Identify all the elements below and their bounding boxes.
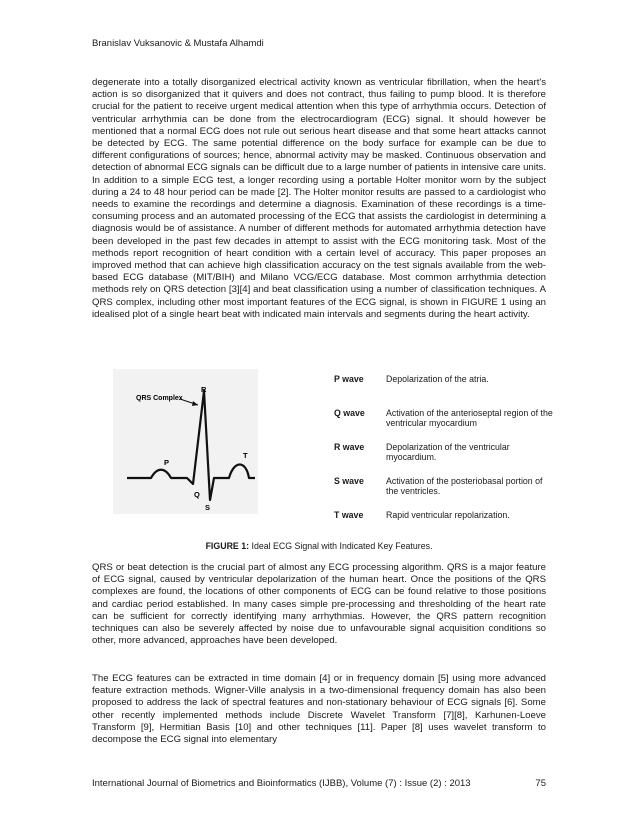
figure-caption bbox=[0, 541, 638, 551]
ecg-figure-image bbox=[113, 369, 258, 514]
label-q: Q bbox=[194, 490, 200, 499]
table-row bbox=[334, 442, 554, 476]
wave-term: S wave bbox=[334, 476, 364, 486]
table-row bbox=[334, 476, 554, 510]
label-p: P bbox=[164, 458, 170, 467]
wave-term: P wave bbox=[334, 374, 364, 384]
wave-term: T wave bbox=[334, 510, 364, 520]
table-row bbox=[334, 510, 554, 544]
label-qrs-complex: QRS Complex bbox=[136, 395, 183, 402]
running-header: Branislav Vuksanovic & Mustafa Alhamdi bbox=[92, 38, 264, 49]
label-r: R bbox=[201, 385, 207, 394]
ecg-waveform-line bbox=[127, 391, 255, 500]
wave-description: Depolarization of the atria. bbox=[386, 374, 489, 384]
ecg-waveform-diagram bbox=[113, 369, 258, 514]
page-footer bbox=[92, 778, 546, 789]
body-paragraph-1: degenerate into a totally disorganized electrical activity known as ventricular fibrillation, when the heart's action is so disorganized that it quivers and does not contract, thus failing to pump blood. It is therefore crucial for the patient to receive urgent medical attention when this type of arrhythmia occurs. Detection of ventricular arrhythmia can be done from the electrocardiogram (ECG) signal. It should however be mentioned that a normal ECG does not rule out serious heart disease and that some heart attacks cannot be detected by ECG. The same potential difference on the body surface for example can be due to different configurations of sources; hence, abnormal activity may be masked. Continuous observation and detection of abnormal ECG signals can be difficult due to a large number of patients in intensive care units. In addition to a simple ECG test, a longer recording using a portable Holter monitor worn by the subject during a 24 to 48 hour period can be made [2]. The Holter monitor results are passed to a cardiologist who needs to examine the recordings and determine a diagnosis. Examination of these recordings is a time-consuming process and an automated processing of the ECG that assists the cardiologist in determining a diagnosis would be of assistance. A number of different methods for automated arrhythmia detection have been developed in the past few decades in attempt to assist with the ECG monitoring task. Most of the methods report recognition of heart condition with a certain level of accuracy. This paper proposes an improved method that can achieve high classification accuracy on the test signals available from the web-based ECG database (MIT/BIH) and Milano VCG/ECG database. Most common arrhythmia detection methods rely on QRS detection [3][4] and beat classification using a number of classification techniques. A QRS complex, including other most important features of the ECG signal, is shown in FIGURE 1 using an idealised plot of a single heart beat with indicated main intervals and segments during the heart activity. bbox=[92, 77, 546, 320]
ecg-feature-table bbox=[334, 374, 554, 544]
qrs-pointer-arrowhead bbox=[192, 401, 198, 406]
wave-term: Q wave bbox=[334, 408, 365, 418]
table-row bbox=[334, 374, 554, 408]
figure-caption-text: Ideal ECG Signal with Indicated Key Features. bbox=[249, 541, 433, 551]
wave-description: Activation of the posteriobasal portion of the ventricles. bbox=[386, 476, 543, 496]
wave-term: R wave bbox=[334, 442, 365, 452]
label-t: T bbox=[243, 451, 248, 460]
page-number: 75 bbox=[535, 778, 546, 789]
body-paragraph-2: QRS or beat detection is the crucial part of almost any ECG processing algorithm. QRS is a major feature of ECG signal, caused by ventricular depolarization of the human heart. Once the positions of the QRS complexes are found, the locations of other components of ECG can be found relative to those positions and cardiac period established. In many cases simple pre-processing and thresholding of the heart rate can be sufficient for correctly identifying many arrhythmias. However, the QRS pattern recognition techniques can also be severely affected by noise due to unfavourable signal acquisition conditions so other, more advanced, approaches have been developed. bbox=[92, 562, 546, 647]
figure-caption-label: FIGURE 1: bbox=[205, 541, 250, 551]
wave-description: Rapid ventricular repolarization. bbox=[386, 510, 510, 520]
wave-description: Activation of the anterioseptal region of the ventricular myocardium bbox=[386, 408, 553, 428]
wave-description: Depolarization of the ventricular myocardium. bbox=[386, 442, 510, 462]
journal-citation: International Journal of Biometrics and Bioinformatics (IJBB), Volume (7) : Issue (2) : 2013 bbox=[92, 778, 471, 789]
body-paragraph-3: The ECG features can be extracted in time domain [4] or in frequency domain [5] using more advanced feature extraction methods. Wigner-Ville analysis in a two-dimensional frequency domain has also been proposed to address the lack of spectral features and non-stationary behaviour of ECG signals [6]. Some other recently implemented methods include Discrete Wavelet Transform [7][8], Karhunen-Loeve Transform [9], Hermitian Basis [10] and other techniques [11]. Paper [8] uses wavelet transform to decompose the ECG signal into elementary bbox=[92, 673, 546, 746]
table-row bbox=[334, 408, 554, 442]
label-s: S bbox=[205, 503, 211, 512]
